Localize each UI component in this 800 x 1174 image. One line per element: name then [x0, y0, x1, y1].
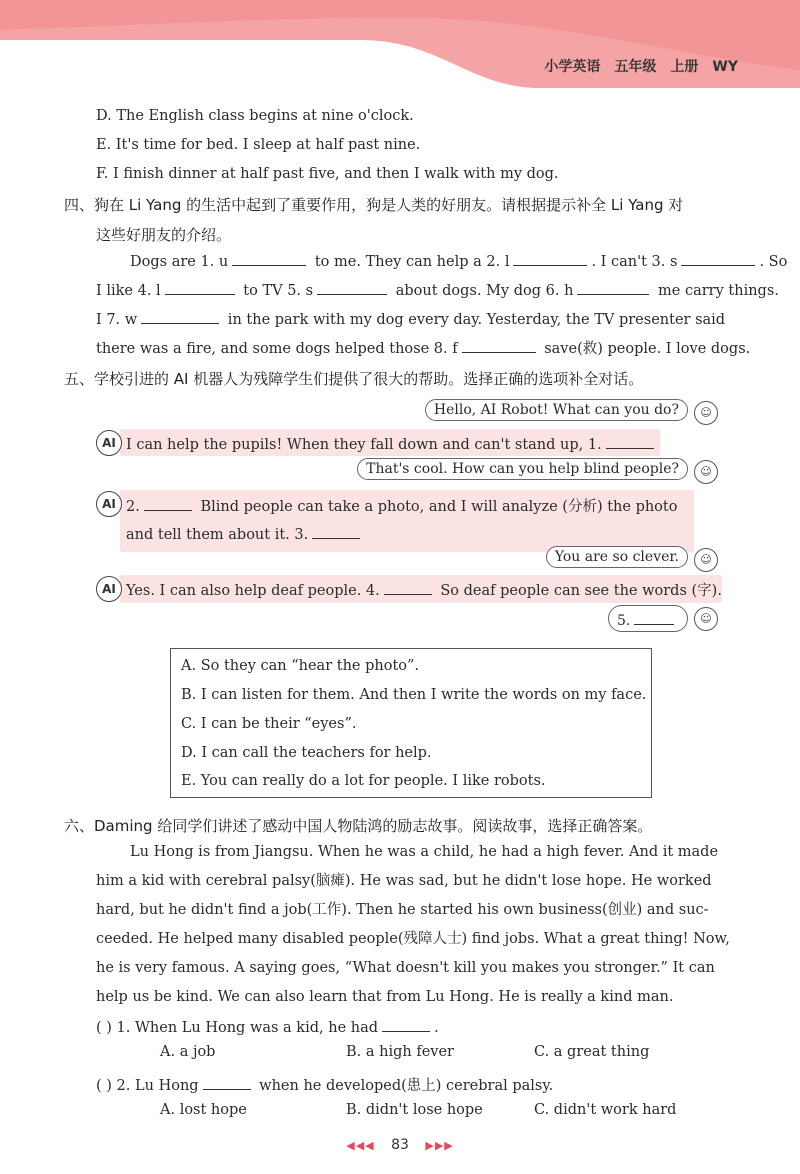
q2-choice-a[interactable]: A. lost hope [160, 1102, 247, 1118]
ai-reply-2: 2. Blind people can take a photo, and I will analyze (分析) the photo and tell them about it. 3. [120, 490, 694, 552]
paragraph-row: I like 4. l to TV 5. s about dogs. My dog 6. h me carry things. [96, 277, 728, 306]
passage-line: hard, but he didn't find a job(工作). Then he started his own business(创业) and suc- [96, 902, 709, 918]
student-bubble-3: You are so clever. [546, 546, 688, 568]
student-bubble-1: Hello, AI Robot! What can you do? [425, 399, 688, 421]
blank-1[interactable] [232, 249, 306, 266]
passage-line: him a kid with cerebral palsy(脑瘫). He was sad, but he didn't lose hope. He worked [96, 873, 712, 889]
blank-4[interactable] [165, 278, 235, 295]
option-e: E. It's time for bed. I sleep at half past nine. [96, 137, 421, 153]
question-1: ( ) 1. When Lu Hong was a kid, he had . [96, 1015, 439, 1036]
dialog-blank-3[interactable] [312, 522, 360, 539]
question-blank-2[interactable] [203, 1073, 251, 1090]
dialog-option-e: E. You can really do a lot for people. I like robots. [181, 773, 546, 789]
ai-reply-3: Yes. I can also help deaf people. 4. So deaf people can see the words (字). [120, 575, 722, 603]
section6-passage [96, 838, 728, 1012]
paragraph-row: Dogs are 1. u to me. They can help a 2. l . I can't 3. s . So [96, 248, 728, 277]
q2-choice-b[interactable]: B. didn't lose hope [346, 1102, 483, 1118]
paragraph-row: there was a fire, and some dogs helped those 8. f save(救) people. I love dogs. [96, 335, 728, 364]
ai-robot-icon: AI [96, 491, 122, 517]
blank-8[interactable] [462, 336, 536, 353]
page-footer [0, 1137, 800, 1153]
blank-2[interactable] [513, 249, 587, 266]
ai-robot-icon: AI [96, 576, 122, 602]
q1-choice-b[interactable]: B. a high fever [346, 1044, 454, 1060]
passage-line: Lu Hong is from Jiangsu. When he was a child, he had a high fever. And it made [130, 844, 719, 860]
dialog-blank-4[interactable] [384, 578, 432, 595]
header-wave-decoration [0, 0, 800, 92]
student-bubble-2: That's cool. How can you help blind people? [357, 458, 688, 480]
book-title: 小学英语 五年级 上册 WY [544, 59, 738, 75]
option-d: D. The English class begins at nine o'clock. [96, 108, 414, 124]
student-face-icon: ☺ [694, 401, 718, 425]
blank-7[interactable] [141, 307, 219, 324]
section5-title: 五、学校引进的 AI 机器人为残障学生们提供了很大的帮助。选择正确的选项补全对话。 [64, 370, 644, 388]
passage-line: help us be kind. We can also learn that from Lu Hong. He is really a kind man. [96, 989, 674, 1005]
answer-paren-1[interactable]: ( ) [96, 1020, 112, 1036]
student-face-icon: ☺ [694, 548, 718, 572]
dialog-option-c: C. I can be their “eyes”. [181, 716, 357, 732]
dialog-blank-5[interactable] [634, 608, 674, 625]
section6-title: 六、Daming 给同学们讲述了感动中国人物陆鸿的励志故事。阅读故事，选择正确答案。 [64, 817, 653, 835]
header-band [0, 0, 800, 92]
dialog-option-d: D. I can call the teachers for help. [181, 745, 432, 761]
section4-paragraph [96, 248, 788, 364]
dialog-option-a: A. So they can “hear the photo”. [181, 658, 420, 674]
ai-robot-icon: AI [96, 430, 122, 456]
right-arrows-icon: ▶▶▶ [425, 1139, 454, 1152]
paragraph-row: I 7. w in the park with my dog every day. Yesterday, the TV presenter said [96, 306, 728, 335]
section4-title: 四、狗在 Li Yang 的生活中起到了重要作用，狗是人类的好朋友。请根据提示补全 Li Yang 对 [64, 196, 684, 214]
student-face-icon: ☺ [694, 460, 718, 484]
passage-line: ceeded. He helped many disabled people(残障人士) find jobs. What a great thing! Now, [96, 931, 730, 947]
answer-paren-2[interactable]: ( ) [96, 1078, 112, 1094]
ai-reply-1: I can help the pupils! When they fall down and can't stand up, 1. [120, 429, 660, 456]
q1-choice-c[interactable]: C. a great thing [534, 1044, 650, 1060]
blank-5[interactable] [317, 278, 387, 295]
passage-line: he is very famous. A saying goes, “What doesn't kill you makes you stronger.” It can [96, 960, 715, 976]
q1-choice-a[interactable]: A. a job [160, 1044, 216, 1060]
dialog-option-b: B. I can listen for them. And then I write the words on my face. [181, 687, 647, 703]
question-2: ( ) 2. Lu Hong when he developed(患上) cerebral palsy. [96, 1073, 553, 1095]
q2-choice-c[interactable]: C. didn't work hard [534, 1102, 677, 1118]
page-number: 83 [391, 1137, 409, 1153]
student-bubble-4: 5. [608, 605, 688, 632]
dialog-blank-1[interactable] [606, 432, 654, 449]
student-face-icon: ☺ [694, 607, 718, 631]
blank-6[interactable] [577, 278, 649, 295]
blank-3[interactable] [681, 249, 755, 266]
options-box [170, 648, 652, 798]
dialog-blank-2[interactable] [144, 494, 192, 511]
question-blank-1[interactable] [382, 1015, 430, 1032]
left-arrows-icon: ◀◀◀ [346, 1139, 375, 1152]
section4-title-cont: 这些好朋友的介绍。 [96, 226, 232, 244]
option-f: F. I finish dinner at half past five, and then I walk with my dog. [96, 166, 559, 182]
